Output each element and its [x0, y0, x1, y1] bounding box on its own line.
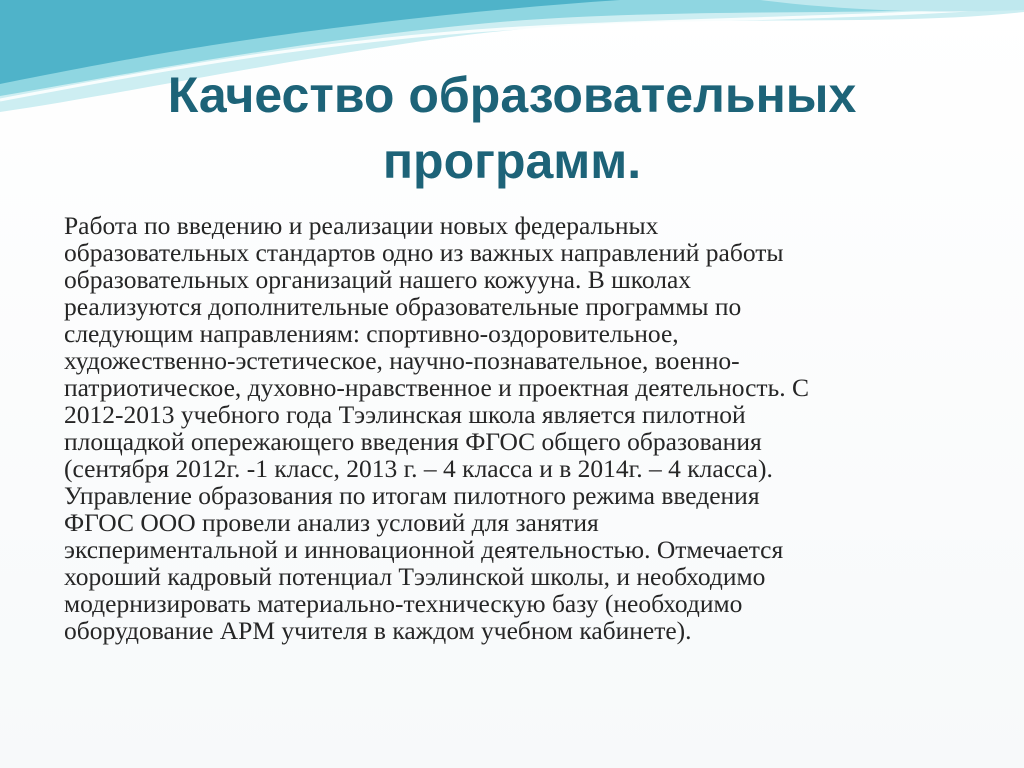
slide-title: Качество образовательных программ.: [167, 67, 857, 189]
slide-body-text: Работа по введению и реализации новых федеральных образовательных стандартов одно из важных направлений работы образовательных организаций нашего кожууна. В школах реализуются дополнительные образовательные программы по следующим направлениям: спортивно-оздоровительное, художественно-эстетическое, научно-познавательное, военно- патриотическое, духовно-нравственное и проектная деятельность. С 2012-2013 учебного года Тээлинская школа является пилотной площадкой опережающего введения ФГОС общего образования (сентября 2012г. -1 класс, 2013 г. – 4 класса и в 2014г. – 4 класса). Управление образования по итогам пилотного режима введения ФГОС ООО провели анализ условий для занятия экспериментальной и инновационной деятельностью. Отмечается хороший кадровый потенциал Тээлинской школы, и необходимо модернизировать материально-техническую базу (необходимо оборудование АРМ учителя в каждом учебном кабинете).: [64, 211, 809, 645]
